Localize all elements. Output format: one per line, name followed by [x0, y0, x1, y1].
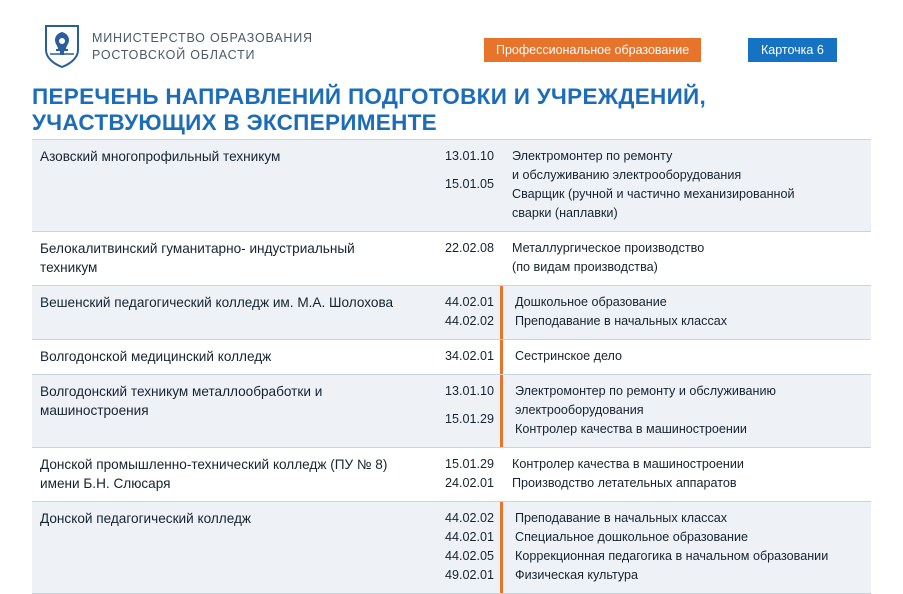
- program-code: 44.02.02: [444, 511, 494, 525]
- program-name-line: Сварщик (ручной и частично механизированной: [512, 187, 795, 201]
- program-name-line: сварки (наплавки): [512, 206, 618, 220]
- program-codes: [412, 286, 500, 339]
- program-code: 34.02.01: [444, 349, 494, 363]
- program-codes: [412, 502, 500, 593]
- program-name-line: Контролер качества в машиностроении: [512, 457, 744, 471]
- institution-name-line-2: им. М.А. Шолохова: [272, 295, 394, 310]
- program-name-line: Производство летательных аппаратов: [512, 476, 737, 490]
- table-row: [32, 139, 871, 231]
- program-code: 44.02.01: [444, 295, 494, 309]
- ministry-line-2: РОСТОВСКОЙ ОБЛАСТИ: [92, 48, 256, 62]
- table-row: [32, 447, 871, 501]
- institution-name-line-1: Донской промышленно-технический: [40, 457, 270, 472]
- category-badge: Профессиональное образование: [484, 38, 701, 62]
- program-name-line: Контролер качества в машиностроении: [515, 422, 747, 436]
- program-code: 15.01.05: [444, 177, 494, 191]
- institution-name: [32, 340, 412, 374]
- institution-name-line-1: Донской педагогический колледж: [40, 511, 252, 526]
- institution-name: [32, 375, 412, 428]
- program-names: [500, 286, 871, 339]
- institution-name: [32, 140, 412, 174]
- program-code: 15.01.29: [444, 457, 494, 471]
- program-name-line: электрооборудования: [515, 403, 644, 417]
- program-codes: [412, 340, 500, 374]
- institution-name-line-2: и машиностроения: [40, 384, 323, 418]
- program-code: 22.02.08: [444, 241, 494, 255]
- program-names: [500, 448, 871, 501]
- institution-name-line-1: Волгодонский техникум металлообработки: [40, 384, 311, 399]
- program-code: 13.01.10: [444, 384, 494, 398]
- table-row: [32, 231, 871, 285]
- program-name-line: Сестринское дело: [515, 349, 623, 363]
- institution-name: [32, 448, 412, 501]
- program-name-line: и обслуживанию электрооборудования: [512, 168, 742, 182]
- institution-name-line-1: Белокалитвинский гуманитарно-: [40, 241, 246, 256]
- institution-name: [32, 232, 412, 285]
- program-name-line: Физическая культура: [515, 568, 639, 582]
- slide-header: [0, 0, 903, 78]
- program-name-line: Электромонтер по ремонту и обслуживанию: [515, 384, 776, 398]
- program-codes: [412, 140, 500, 202]
- ministry-name: [92, 30, 313, 64]
- institution-name-line-2: индустриальный техникум: [40, 241, 355, 275]
- page-title-line-2: УЧАСТВУЮЩИХ В ЭКСПЕРИМЕНТЕ: [32, 110, 437, 135]
- program-code: 49.02.01: [444, 568, 494, 582]
- program-names: [500, 502, 871, 593]
- program-name-line: Металлургическое производство: [512, 241, 705, 255]
- institution-name-line-2: колледж (ПУ № 8) имени Б.Н. Слюсаря: [40, 457, 388, 491]
- program-name-line: Специальное дошкольное образование: [515, 530, 749, 544]
- table-row: [32, 374, 871, 447]
- program-name-line: Коррекционная педагогика в начальном образовании: [515, 549, 829, 563]
- program-codes: [412, 232, 500, 266]
- program-code: 13.01.10: [444, 149, 494, 163]
- card-number-badge: Карточка 6: [748, 38, 837, 62]
- table-row: [32, 501, 871, 594]
- coat-of-arms-icon: [42, 24, 82, 68]
- program-name-line: Преподавание в начальных классах: [515, 314, 728, 328]
- program-names: [500, 140, 871, 231]
- program-code: 15.01.29: [444, 412, 494, 426]
- institution-name-line-1: Вешенский педагогический колледж: [40, 295, 270, 310]
- institution-name-line-1: Волгодонской медицинский колледж: [40, 349, 272, 364]
- program-codes: [412, 375, 500, 437]
- program-names: [500, 340, 871, 374]
- program-name-line: Дошкольное образование: [515, 295, 667, 309]
- program-names: [500, 232, 871, 285]
- program-names: [500, 375, 871, 447]
- page-title-line-1: ПЕРЕЧЕНЬ НАПРАВЛЕНИЙ ПОДГОТОВКИ И УЧРЕЖДЕНИЙ,: [32, 84, 707, 109]
- program-code: 44.02.02: [444, 314, 494, 328]
- institutions-table: [32, 139, 871, 594]
- program-codes: [412, 448, 500, 501]
- program-name-line: Электромонтер по ремонту: [512, 149, 673, 163]
- program-name-line: (по видам производства): [512, 260, 658, 274]
- ministry-line-1: МИНИСТЕРСТВО ОБРАЗОВАНИЯ: [92, 31, 313, 45]
- table-row: [32, 339, 871, 374]
- institution-name: [32, 286, 412, 320]
- table-row: [32, 285, 871, 339]
- program-code: 44.02.01: [444, 530, 494, 544]
- program-code: 24.02.01: [444, 476, 494, 490]
- program-code: 44.02.05: [444, 549, 494, 563]
- page-title: [32, 84, 872, 136]
- program-name-line: Преподавание в начальных классах: [515, 511, 728, 525]
- institution-name: [32, 502, 412, 536]
- institution-name-line-1: Азовский многопрофильный техникум: [40, 149, 281, 164]
